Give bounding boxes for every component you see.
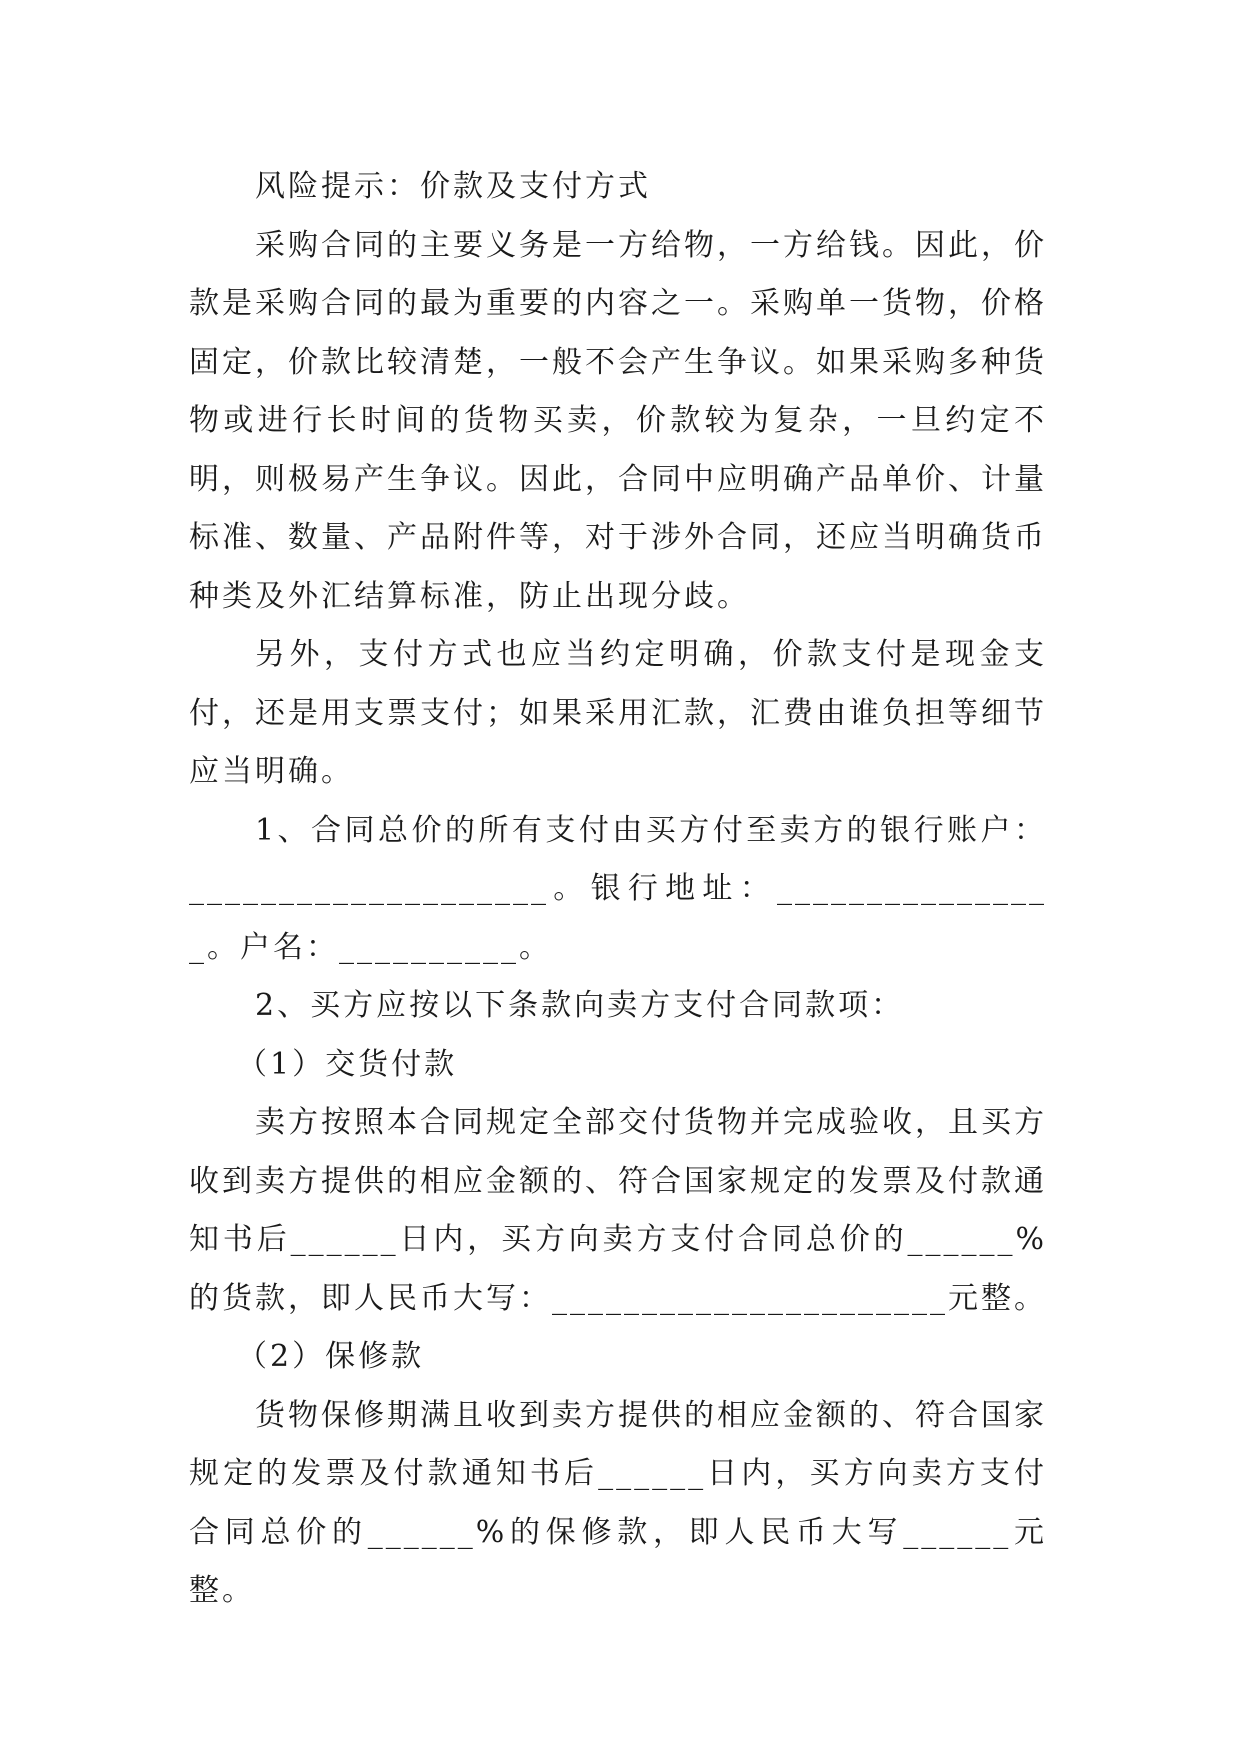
risk-heading: 风险提示：价款及支付方式 [255,169,651,204]
paragraph-payment-method: 另外，支付方式也应当约定明确，价款支付是现金支付，还是用支票支付；如果采用汇款，汇费由谁负担等细节应当明确。 [189,637,1047,789]
clause-payment-terms: 2、买方应按以下条款向卖方支付合同款项： [255,988,905,1023]
subclause-delivery-text: 卖方按照本合同规定全部交付货物并完成验收，且买方收到卖方提供的相应金额的、符合国家规定的发票及付款通知书后______日内，买方向卖方支付合同总价的______%的货款，即人民币大写：______________________元整。 [189,1105,1047,1316]
subclause-warranty-text: 货物保修期满且收到卖方提供的相应金额的、符合国家规定的发票及付款通知书后______日内，买方向卖方支付合同总价的______%的保修款，即人民币大写______元整。 [189,1397,1047,1608]
clause-bank-account: 1、合同总价的所有支付由买方付至卖方的银行账户：____________________。银行地址：________________。户名：__________。 [189,812,1047,965]
document-body [189,158,1047,1621]
subclause-delivery-title: （1）交货付款 [237,1046,458,1082]
subclause-warranty-title: （2）保修款 [237,1339,425,1374]
paragraph-price: 采购合同的主要义务是一方给物，一方给钱。因此，价款是采购合同的最为重要的内容之一。采购单一货物，价格固定，价款比较清楚，一般不会产生争议。如果采购多种货物或进行长时间的货物买卖，价款较为复杂，一旦约定不明，则极易产生争议。因此，合同中应明确产品单价、计量标准、数量、产品附件等，对于涉外合同，还应当明确货币种类及外汇结算标准，防止出现分歧。 [189,227,1047,614]
